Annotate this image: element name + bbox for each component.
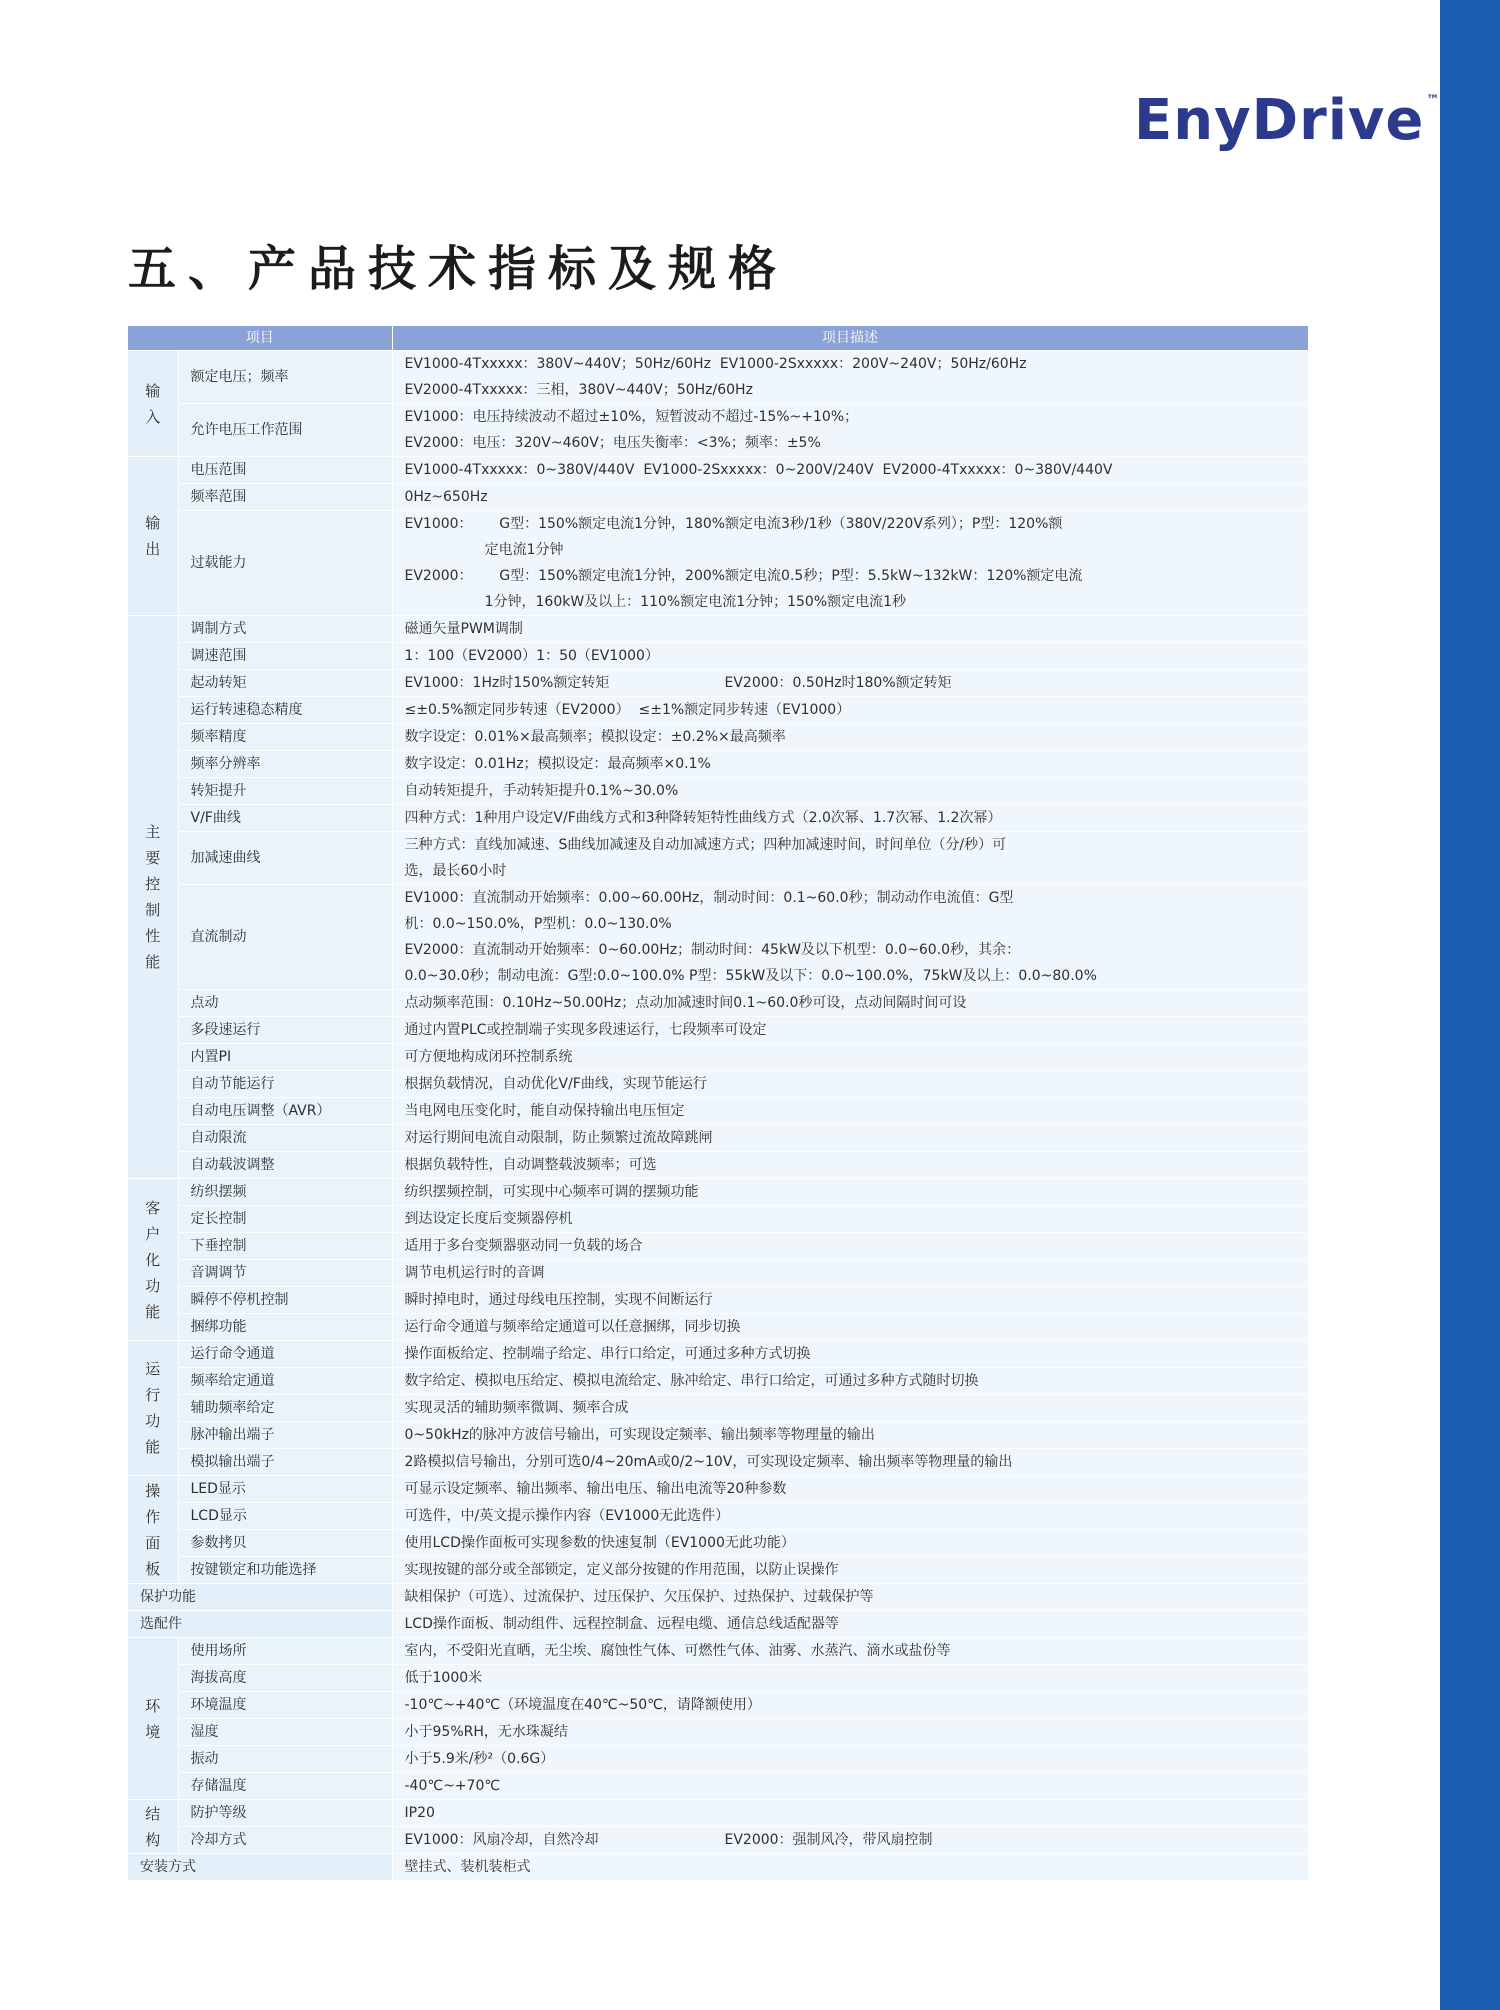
table-row bbox=[128, 1071, 1308, 1098]
category-label bbox=[128, 1476, 178, 1584]
description-cell bbox=[392, 484, 1308, 511]
description-line: 操作面板给定、控制端子给定、串行口给定，可通过多种方式切换 bbox=[404, 1346, 811, 1362]
description-cell bbox=[392, 1098, 1308, 1125]
item-name: 瞬停不停机控制 bbox=[178, 1287, 392, 1314]
item-name: 定长控制 bbox=[178, 1206, 392, 1233]
item-name: 运行转速稳态精度 bbox=[178, 697, 392, 724]
description-line: EV2000：电压：320V~460V；电压失衡率：<3%；频率：±5% bbox=[404, 435, 821, 451]
description-line: EV2000： G型：150%额定电流1分钟，200%额定电流0.5秒；P型：5.5kW~132kW：120%额定电流 bbox=[404, 568, 1083, 584]
description-cell bbox=[392, 1773, 1308, 1800]
table-row bbox=[128, 778, 1308, 805]
description-line: EV1000：直流制动开始频率：0.00~60.00Hz，制动时间：0.1~60.0秒；制动动作电流值：G型 bbox=[404, 890, 1014, 906]
description-line: 可选件，中/英文提示操作内容（EV1000无此选件） bbox=[404, 1508, 730, 1524]
trademark-mark: ™ bbox=[1426, 93, 1441, 108]
category-label bbox=[128, 1179, 178, 1341]
description-cell bbox=[392, 1044, 1308, 1071]
item-name: 环境温度 bbox=[178, 1692, 392, 1719]
description-line: ≤±0.5%额定同步转速（EV2000） ≤±1%额定同步转速（EV1000） bbox=[404, 702, 851, 718]
category-char: 构 bbox=[145, 1830, 161, 1849]
table-row bbox=[128, 1017, 1308, 1044]
table-row bbox=[128, 805, 1308, 832]
table-row bbox=[128, 1476, 1308, 1503]
category-char: 环 bbox=[145, 1696, 161, 1715]
category-char: 境 bbox=[145, 1722, 161, 1741]
category-label bbox=[128, 457, 178, 616]
table-header-row bbox=[128, 326, 1308, 351]
description-cell bbox=[392, 805, 1308, 832]
table-row bbox=[128, 1206, 1308, 1233]
item-name: 自动载波调整 bbox=[178, 1152, 392, 1179]
description-cell bbox=[392, 1503, 1308, 1530]
table-row bbox=[128, 670, 1308, 697]
item-name: 加减速曲线 bbox=[178, 832, 392, 885]
item-name: 捆绑功能 bbox=[178, 1314, 392, 1341]
description-line: 数字设定：0.01%×最高频率；模拟设定：±0.2%×最高频率 bbox=[404, 729, 786, 745]
description-line: EV1000：电压持续波动不超过±10%，短暂波动不超过-15%~+10%； bbox=[404, 409, 859, 425]
category-char: 结 bbox=[145, 1804, 161, 1823]
description-cell bbox=[392, 1800, 1308, 1827]
item-name: 频率分辨率 bbox=[178, 751, 392, 778]
item-name: 存储温度 bbox=[178, 1773, 392, 1800]
table-row bbox=[128, 1044, 1308, 1071]
item-name: 湿度 bbox=[178, 1719, 392, 1746]
table-row bbox=[128, 1152, 1308, 1179]
spec-table bbox=[128, 326, 1309, 1881]
table-row bbox=[128, 511, 1308, 616]
table-row bbox=[128, 724, 1308, 751]
table-row bbox=[128, 1098, 1308, 1125]
description-cell bbox=[392, 1476, 1308, 1503]
table-row bbox=[128, 1665, 1308, 1692]
description-cell bbox=[392, 832, 1308, 885]
description-line: 低于1000米 bbox=[404, 1670, 483, 1686]
item-name: 辅助频率给定 bbox=[178, 1395, 392, 1422]
item-name: 起动转矩 bbox=[178, 670, 392, 697]
merged-label: 安装方式 bbox=[128, 1854, 392, 1881]
item-name: 按键锁定和功能选择 bbox=[178, 1557, 392, 1584]
description-line: 通过内置PLC或控制端子实现多段速运行，七段频率可设定 bbox=[404, 1022, 767, 1038]
description-line: 定电流1分钟 bbox=[404, 542, 564, 558]
description-line: EV2000：直流制动开始频率：0~60.00Hz；制动时间：45kW及以下机型：0.0~60.0秒，其余： bbox=[404, 942, 1021, 958]
item-name: 音调调节 bbox=[178, 1260, 392, 1287]
description-part: EV1000：风扇冷却，自然冷却 bbox=[404, 1832, 599, 1848]
description-cell bbox=[392, 1557, 1308, 1584]
description-line: 可显示设定频率、输出频率、输出电压、输出电流等20种参数 bbox=[404, 1481, 787, 1497]
category-char: 作 bbox=[145, 1507, 161, 1526]
description-cell bbox=[392, 1260, 1308, 1287]
description-line: 调节电机运行时的音调 bbox=[404, 1265, 545, 1281]
item-name: 脉冲输出端子 bbox=[178, 1422, 392, 1449]
description-line: 纺织摆频控制，可实现中心频率可调的摆频功能 bbox=[404, 1184, 699, 1200]
description-cell bbox=[392, 1152, 1308, 1179]
description-cell bbox=[392, 1017, 1308, 1044]
description-line: 磁通矢量PWM调制 bbox=[404, 621, 523, 637]
table-row bbox=[128, 484, 1308, 511]
description-line: 1：100（EV2000）1：50（EV1000） bbox=[404, 648, 659, 664]
item-name: 直流制动 bbox=[178, 885, 392, 990]
category-char: 行 bbox=[145, 1386, 161, 1404]
table-row bbox=[128, 1638, 1308, 1665]
category-char: 输 bbox=[145, 514, 161, 532]
category-char: 面 bbox=[145, 1533, 161, 1552]
item-name: 海拔高度 bbox=[178, 1665, 392, 1692]
description-line: -40℃~+70℃ bbox=[404, 1778, 501, 1794]
item-name: 允许电压工作范围 bbox=[178, 404, 392, 457]
description-cell bbox=[392, 1422, 1308, 1449]
description-cell bbox=[392, 1584, 1308, 1611]
description-cell bbox=[392, 1206, 1308, 1233]
item-name: 纺织摆频 bbox=[178, 1179, 392, 1206]
table-row bbox=[128, 1827, 1308, 1854]
description-cell bbox=[392, 457, 1308, 484]
description-cell bbox=[392, 1692, 1308, 1719]
description-cell bbox=[392, 1746, 1308, 1773]
table-row bbox=[128, 1179, 1308, 1206]
item-name: 电压范围 bbox=[178, 457, 392, 484]
description-cell bbox=[392, 724, 1308, 751]
description-line: 小于95%RH，无水珠凝结 bbox=[404, 1724, 568, 1740]
table-row bbox=[128, 1746, 1308, 1773]
item-name: 调制方式 bbox=[178, 616, 392, 643]
item-name: 下垂控制 bbox=[178, 1233, 392, 1260]
description-line: 小于5.9米/秒²（0.6G） bbox=[404, 1751, 555, 1767]
page-title: 五、产品技术指标及规格 bbox=[128, 241, 789, 297]
table-row bbox=[128, 1611, 1308, 1638]
description-line: 适用于多台变频器驱动同一负载的场合 bbox=[404, 1238, 643, 1254]
table-row bbox=[128, 643, 1308, 670]
table-row bbox=[128, 1395, 1308, 1422]
description-line: 对运行期间电流自动限制，防止频繁过流故障跳闸 bbox=[404, 1130, 713, 1146]
category-char: 主 bbox=[145, 823, 161, 841]
description-cell bbox=[392, 1665, 1308, 1692]
item-name: 频率精度 bbox=[178, 724, 392, 751]
item-name: 过载能力 bbox=[178, 511, 392, 616]
table-row bbox=[128, 1260, 1308, 1287]
description-line: 机：0.0~150.0%，P型机：0.0~130.0% bbox=[404, 916, 672, 932]
item-name: 防护等级 bbox=[178, 1800, 392, 1827]
description-line: 数字设定：0.01Hz；模拟设定：最高频率×0.1% bbox=[404, 756, 711, 772]
description-line: 壁挂式、装机装柜式 bbox=[404, 1859, 531, 1875]
table-row bbox=[128, 1422, 1308, 1449]
item-name: 调速范围 bbox=[178, 643, 392, 670]
table-row bbox=[128, 457, 1308, 484]
item-name: 自动节能运行 bbox=[178, 1071, 392, 1098]
description-line: 使用LCD操作面板可实现参数的快速复制（EV1000无此功能） bbox=[404, 1535, 795, 1551]
description-cell bbox=[392, 751, 1308, 778]
item-name: V/F曲线 bbox=[178, 805, 392, 832]
category-label bbox=[128, 616, 178, 1179]
table-row bbox=[128, 1557, 1308, 1584]
description-line: 2路模拟信号输出，分别可选0/4~20mA或0/2~10V，可实现设定频率、输出频率等物理量的输出 bbox=[404, 1454, 1013, 1470]
table-row bbox=[128, 1449, 1308, 1476]
description-cell bbox=[392, 990, 1308, 1017]
description-cell bbox=[392, 1341, 1308, 1368]
category-label bbox=[128, 1638, 178, 1800]
category-char: 出 bbox=[145, 540, 161, 558]
table-row bbox=[128, 1503, 1308, 1530]
table-row bbox=[128, 832, 1308, 885]
category-char: 控 bbox=[145, 875, 161, 893]
logo-text: EnyDrive bbox=[1134, 88, 1425, 153]
description-line: EV2000-4Txxxxx：三相，380V~440V；50Hz/60Hz bbox=[404, 382, 753, 398]
category-char: 能 bbox=[145, 1302, 161, 1321]
table-row bbox=[128, 990, 1308, 1017]
description-cell bbox=[392, 1395, 1308, 1422]
merged-label: 选配件 bbox=[128, 1611, 392, 1638]
description-line: 根据负载特性，自动调整载波频率；可选 bbox=[404, 1157, 657, 1173]
table-row bbox=[128, 1719, 1308, 1746]
description-cell bbox=[392, 1368, 1308, 1395]
table-row bbox=[128, 404, 1308, 457]
item-name: LCD显示 bbox=[178, 1503, 392, 1530]
table-row bbox=[128, 1692, 1308, 1719]
description-cell bbox=[392, 1530, 1308, 1557]
category-label bbox=[128, 351, 178, 457]
description-cell bbox=[392, 1719, 1308, 1746]
category-char: 功 bbox=[145, 1276, 161, 1295]
description-line: EV1000-4Txxxxx：0~380V/440V EV1000-2Sxxxxx：0~200V/240V EV2000-4Txxxxx：0~380V/440V bbox=[404, 462, 1113, 478]
enydrive-logo bbox=[1134, 86, 1440, 156]
item-name: 自动电压调整（AVR） bbox=[178, 1098, 392, 1125]
category-char: 输 bbox=[145, 381, 161, 400]
description-line: 0~50kHz的脉冲方波信号输出，可实现设定频率、输出频率等物理量的输出 bbox=[404, 1427, 875, 1443]
category-char: 运 bbox=[145, 1360, 161, 1378]
description-line: 当电网电压变化时，能自动保持输出电压恒定 bbox=[404, 1103, 685, 1119]
table-row bbox=[128, 697, 1308, 724]
category-char: 要 bbox=[145, 849, 161, 867]
description-line: 实现按键的部分或全部锁定，定义部分按键的作用范围，以防止误操作 bbox=[404, 1562, 839, 1578]
description-line: 自动转矩提升，手动转矩提升0.1%~30.0% bbox=[404, 783, 679, 799]
description-line: 1分钟，160kW及以上：110%额定电流1分钟；150%额定电流1秒 bbox=[404, 594, 907, 610]
item-name: 冷却方式 bbox=[178, 1827, 392, 1854]
item-name: 额定电压；频率 bbox=[178, 351, 392, 404]
item-name: 使用场所 bbox=[178, 1638, 392, 1665]
spec-table-body bbox=[128, 351, 1308, 1881]
description-part: EV2000：0.50Hz时180%额定转矩 bbox=[724, 675, 952, 691]
item-name: 自动限流 bbox=[178, 1125, 392, 1152]
description-part: EV1000：1Hz时150%额定转矩 bbox=[404, 675, 610, 691]
description-cell bbox=[392, 778, 1308, 805]
description-line: 可方便地构成闭环控制系统 bbox=[404, 1049, 573, 1065]
description-line: 三种方式：直线加减速、S曲线加减速及自动加减速方式；四种加减速时间，时间单位（分/秒）可 bbox=[404, 837, 1007, 853]
item-name: 内置PI bbox=[178, 1044, 392, 1071]
category-char: 化 bbox=[145, 1250, 161, 1269]
description-cell bbox=[392, 1233, 1308, 1260]
description-cell bbox=[392, 1287, 1308, 1314]
category-char: 板 bbox=[145, 1559, 161, 1578]
merged-label: 保护功能 bbox=[128, 1584, 392, 1611]
description-cell bbox=[392, 1638, 1308, 1665]
description-line: 0.0~30.0秒；制动电流：G型:0.0~100.0% P型：55kW及以下：0.0~100.0%，75kW及以上：0.0~80.0% bbox=[404, 968, 1097, 984]
description-cell bbox=[392, 1611, 1308, 1638]
right-side-bar bbox=[1440, 0, 1500, 2010]
description-cell bbox=[392, 670, 1308, 697]
description-cell bbox=[392, 1071, 1308, 1098]
description-cell bbox=[392, 1854, 1308, 1881]
table-row bbox=[128, 1233, 1308, 1260]
table-row bbox=[128, 1287, 1308, 1314]
category-char: 能 bbox=[145, 953, 161, 971]
description-line: 到达设定长度后变频器停机 bbox=[404, 1211, 573, 1227]
description-cell bbox=[392, 1179, 1308, 1206]
table-row bbox=[128, 1314, 1308, 1341]
description-line: 数字给定、模拟电压给定、模拟电流给定、脉冲给定、串行口给定，可通过多种方式随时切换 bbox=[404, 1373, 979, 1389]
description-cell bbox=[392, 1827, 1308, 1854]
table-row bbox=[128, 751, 1308, 778]
description-line: 实现灵活的辅助频率微调、频率合成 bbox=[404, 1400, 629, 1416]
category-char: 入 bbox=[145, 407, 161, 426]
description-line: LCD操作面板、制动组件、远程控制盒、远程电缆、通信总线适配器等 bbox=[404, 1616, 839, 1632]
category-label bbox=[128, 1341, 178, 1476]
table-row bbox=[128, 351, 1308, 404]
description-line: 瞬时掉电时，通过母线电压控制，实现不间断运行 bbox=[404, 1292, 713, 1308]
item-name: 点动 bbox=[178, 990, 392, 1017]
description-cell bbox=[392, 697, 1308, 724]
table-row bbox=[128, 1584, 1308, 1611]
table-row bbox=[128, 885, 1308, 990]
category-char: 功 bbox=[145, 1412, 161, 1430]
table-row bbox=[128, 1125, 1308, 1152]
description-cell bbox=[392, 511, 1308, 616]
item-name: 参数拷贝 bbox=[178, 1530, 392, 1557]
description-part: EV2000：强制风冷，带风扇控制 bbox=[724, 1832, 933, 1848]
item-name: 运行命令通道 bbox=[178, 1341, 392, 1368]
description-line: 室内，不受阳光直晒，无尘埃、腐蚀性气体、可燃性气体、油雾、水蒸汽、滴水或盐份等 bbox=[404, 1643, 951, 1659]
item-name: 转矩提升 bbox=[178, 778, 392, 805]
header-description: 项目描述 bbox=[392, 326, 1308, 351]
category-char: 操 bbox=[145, 1481, 161, 1500]
description-cell bbox=[392, 885, 1308, 990]
table-row bbox=[128, 1341, 1308, 1368]
category-label bbox=[128, 1800, 178, 1854]
item-name: 多段速运行 bbox=[178, 1017, 392, 1044]
header-item: 项目 bbox=[128, 326, 392, 351]
description-cell bbox=[392, 643, 1308, 670]
description-cell bbox=[392, 1449, 1308, 1476]
description-line: 运行命令通道与频率给定通道可以任意捆绑，同步切换 bbox=[404, 1319, 741, 1335]
table-row bbox=[128, 616, 1308, 643]
table-row bbox=[128, 1800, 1308, 1827]
description-cell bbox=[392, 1314, 1308, 1341]
description-line: 四种方式：1种用户设定V/F曲线方式和3种降转矩特性曲线方式（2.0次幂、1.7次幂、1.2次幂） bbox=[404, 810, 1002, 826]
description-cell bbox=[392, 616, 1308, 643]
description-line: 0Hz~650Hz bbox=[404, 489, 488, 505]
item-name: 振动 bbox=[178, 1746, 392, 1773]
category-char: 能 bbox=[145, 1438, 161, 1456]
description-line: 根据负载情况，自动优化V/F曲线，实现节能运行 bbox=[404, 1076, 707, 1092]
category-char: 制 bbox=[145, 901, 161, 919]
description-line: 点动频率范围：0.10Hz~50.00Hz；点动加减速时间0.1~60.0秒可设，点动间隔时间可设 bbox=[404, 995, 967, 1011]
description-line: -10℃~+40℃（环境温度在40℃~50℃，请降额使用） bbox=[404, 1697, 761, 1713]
item-name: 频率范围 bbox=[178, 484, 392, 511]
description-line: 缺相保护（可选）、过流保护、过压保护、欠压保护、过热保护、过载保护等 bbox=[404, 1589, 874, 1605]
category-char: 户 bbox=[145, 1224, 161, 1243]
description-cell bbox=[392, 404, 1308, 457]
description-line: IP20 bbox=[404, 1805, 435, 1821]
category-char: 客 bbox=[145, 1198, 161, 1217]
item-name: 频率给定通道 bbox=[178, 1368, 392, 1395]
table-row bbox=[128, 1773, 1308, 1800]
item-name: 模拟输出端子 bbox=[178, 1449, 392, 1476]
description-line: EV1000： G型：150%额定电流1分钟，180%额定电流3秒/1秒（380V/220V系列）；P型：120%额 bbox=[404, 516, 1063, 532]
description-cell bbox=[392, 1125, 1308, 1152]
description-line: 选，最长60小时 bbox=[404, 863, 507, 879]
description-cell bbox=[392, 351, 1308, 404]
table-row bbox=[128, 1368, 1308, 1395]
description-line: EV1000-4Txxxxx：380V~440V；50Hz/60Hz EV1000-2Sxxxxx：200V~240V；50Hz/60Hz bbox=[404, 356, 1027, 372]
item-name: LED显示 bbox=[178, 1476, 392, 1503]
category-char: 性 bbox=[145, 927, 161, 945]
table-row bbox=[128, 1530, 1308, 1557]
table-row bbox=[128, 1854, 1308, 1881]
